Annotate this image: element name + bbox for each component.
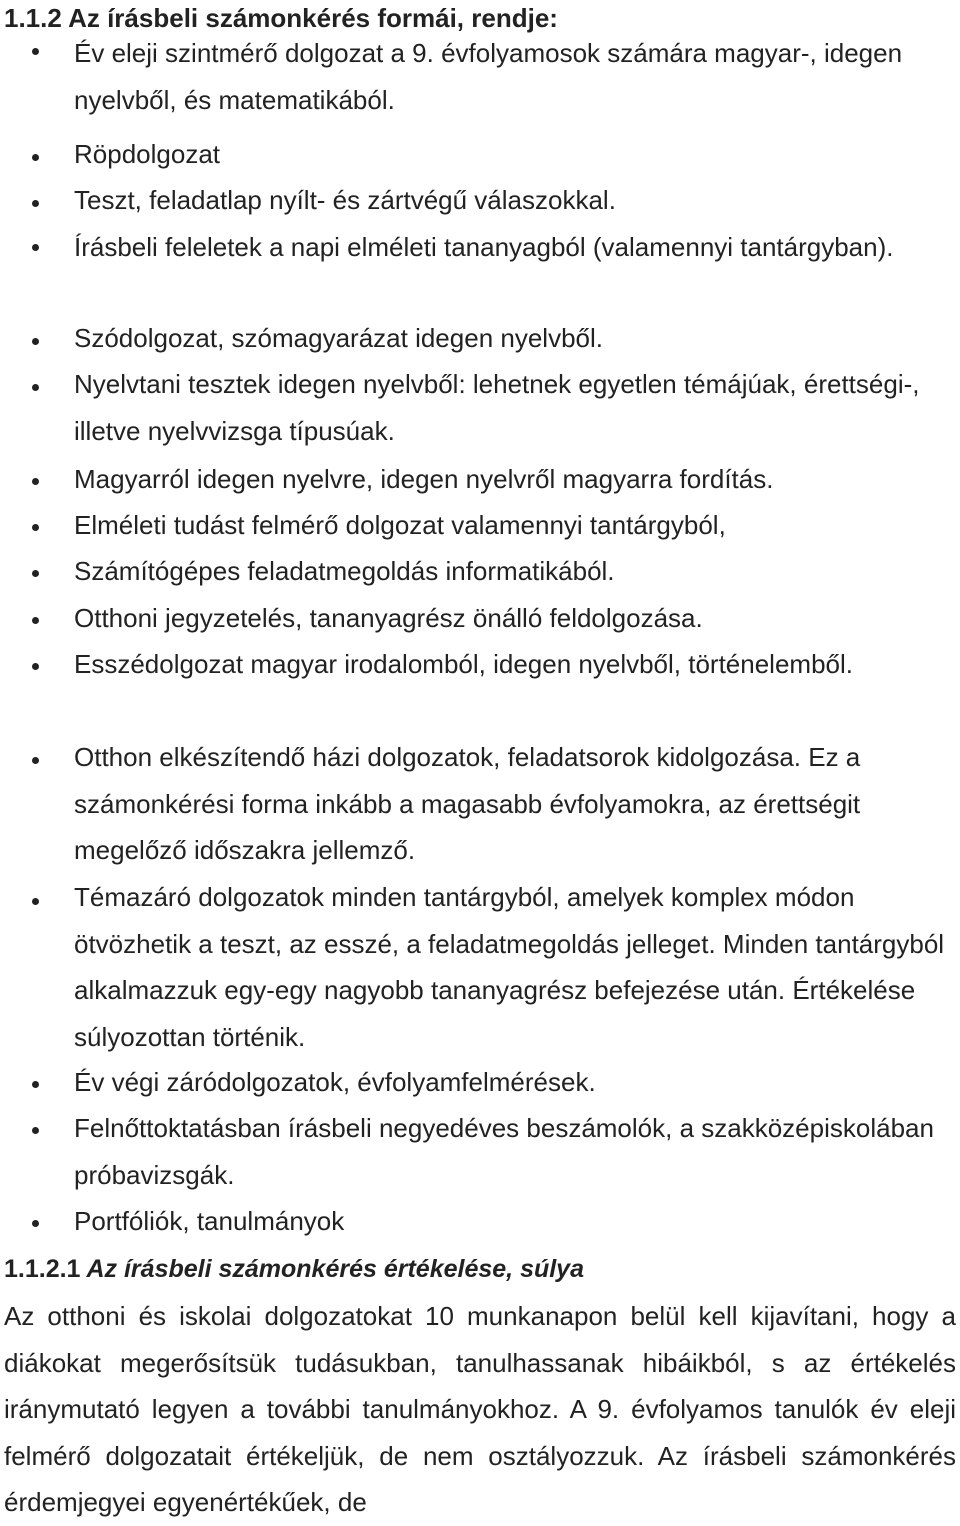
bullet-icon: [32, 617, 39, 624]
bullet-icon: [32, 524, 39, 531]
list-item: Röpdolgozat: [74, 139, 220, 169]
bullet-icon: [32, 478, 39, 485]
list-item: Otthon elkészítendő házi dolgozatok, feladatsorok kidolgozása. Ez a számonkérési forma inkább a magasabb évfolyamokra, az érettségit megelőző időszakra jellemző.: [74, 742, 861, 865]
list-item: Számítógépes feladatmegoldás informatikából.: [74, 556, 615, 586]
body-paragraph: Az otthoni és iskolai dolgozatokat 10 munkanapon belül kell kijavítani, hogy a diákokat megerősítsük tudásukban, tanulhassanak hibáikból, s az értékelés iránymutató legyen a további tanulmányokhoz. A 9. évfolyamos tanulók év eleji felmérő dolgozatait értékeljük, de nem osztályozzuk. Az írásbeli számonkérés érdemjegyei egyenértékűek, de: [4, 1301, 956, 1517]
bullet-icon: [32, 757, 39, 764]
list-item: Esszédolgozat magyar irodalomból, idegen nyelvből, történelemből.: [74, 649, 853, 679]
subsection-number: 1.1.2.1: [4, 1255, 81, 1283]
bullet-icon: [32, 200, 39, 207]
list-item: Otthoni jegyzetelés, tananyagrész önálló feldolgozása.: [74, 603, 703, 633]
bullet-icon: [32, 48, 39, 55]
bullet-icon: [32, 384, 39, 391]
list-item: Nyelvtani tesztek idegen nyelvből: lehetnek egyetlen témájúak, érettségi-, illetve nyelvvizsga típusúak.: [74, 369, 920, 446]
list-item: Teszt, feladatlap nyílt- és zártvégű válaszokkal.: [74, 185, 616, 215]
list-item: Írásbeli feleletek a napi elméleti tananyagból (valamennyi tantárgyban).: [74, 232, 894, 262]
bullet-icon: [32, 663, 39, 670]
bullet-icon: [32, 570, 39, 577]
section-heading: 1.1.2 Az írásbeli számonkérés formái, rendje:: [4, 3, 558, 33]
list-item: Elméleti tudást felmérő dolgozat valamennyi tantárgyból,: [74, 510, 726, 540]
subsection-heading: [4, 1252, 584, 1286]
list-item: Portfóliók, tanulmányok: [74, 1206, 345, 1236]
list-item: Magyarról idegen nyelvre, idegen nyelvről magyarra fordítás.: [74, 464, 774, 494]
bullet-icon: [32, 1081, 39, 1088]
bullet-icon: [32, 154, 39, 161]
bullet-icon: [32, 1220, 39, 1227]
list-item: Felnőttoktatásban írásbeli negyedéves beszámolók, a szakközépiskolában próbavizsgák.: [74, 1113, 934, 1190]
bullet-icon: [32, 1127, 39, 1134]
list-item: Szódolgozat, szómagyarázat idegen nyelvből.: [74, 323, 603, 353]
bullet-icon: [32, 898, 39, 905]
bullet-icon: [32, 338, 39, 345]
list-item: Év végi záródolgozatok, évfolyamfelmérések.: [74, 1067, 596, 1097]
list-item: Év eleji szintmérő dolgozat a 9. évfolyamosok számára magyar-, idegen nyelvből, és matematikából.: [74, 38, 903, 115]
bullet-icon: [32, 244, 39, 251]
subsection-title: Az írásbeli számonkérés értékelése, súlya: [86, 1255, 584, 1283]
list-item: Témazáró dolgozatok minden tantárgyból, amelyek komplex módon ötvözhetik a teszt, az esszé, a feladatmegoldás jelleget. Minden tantárgyból alkalmazzuk egy-egy nagyobb tananyagrész befejezése után. Értékelése súlyozottan történik.: [74, 882, 945, 1052]
